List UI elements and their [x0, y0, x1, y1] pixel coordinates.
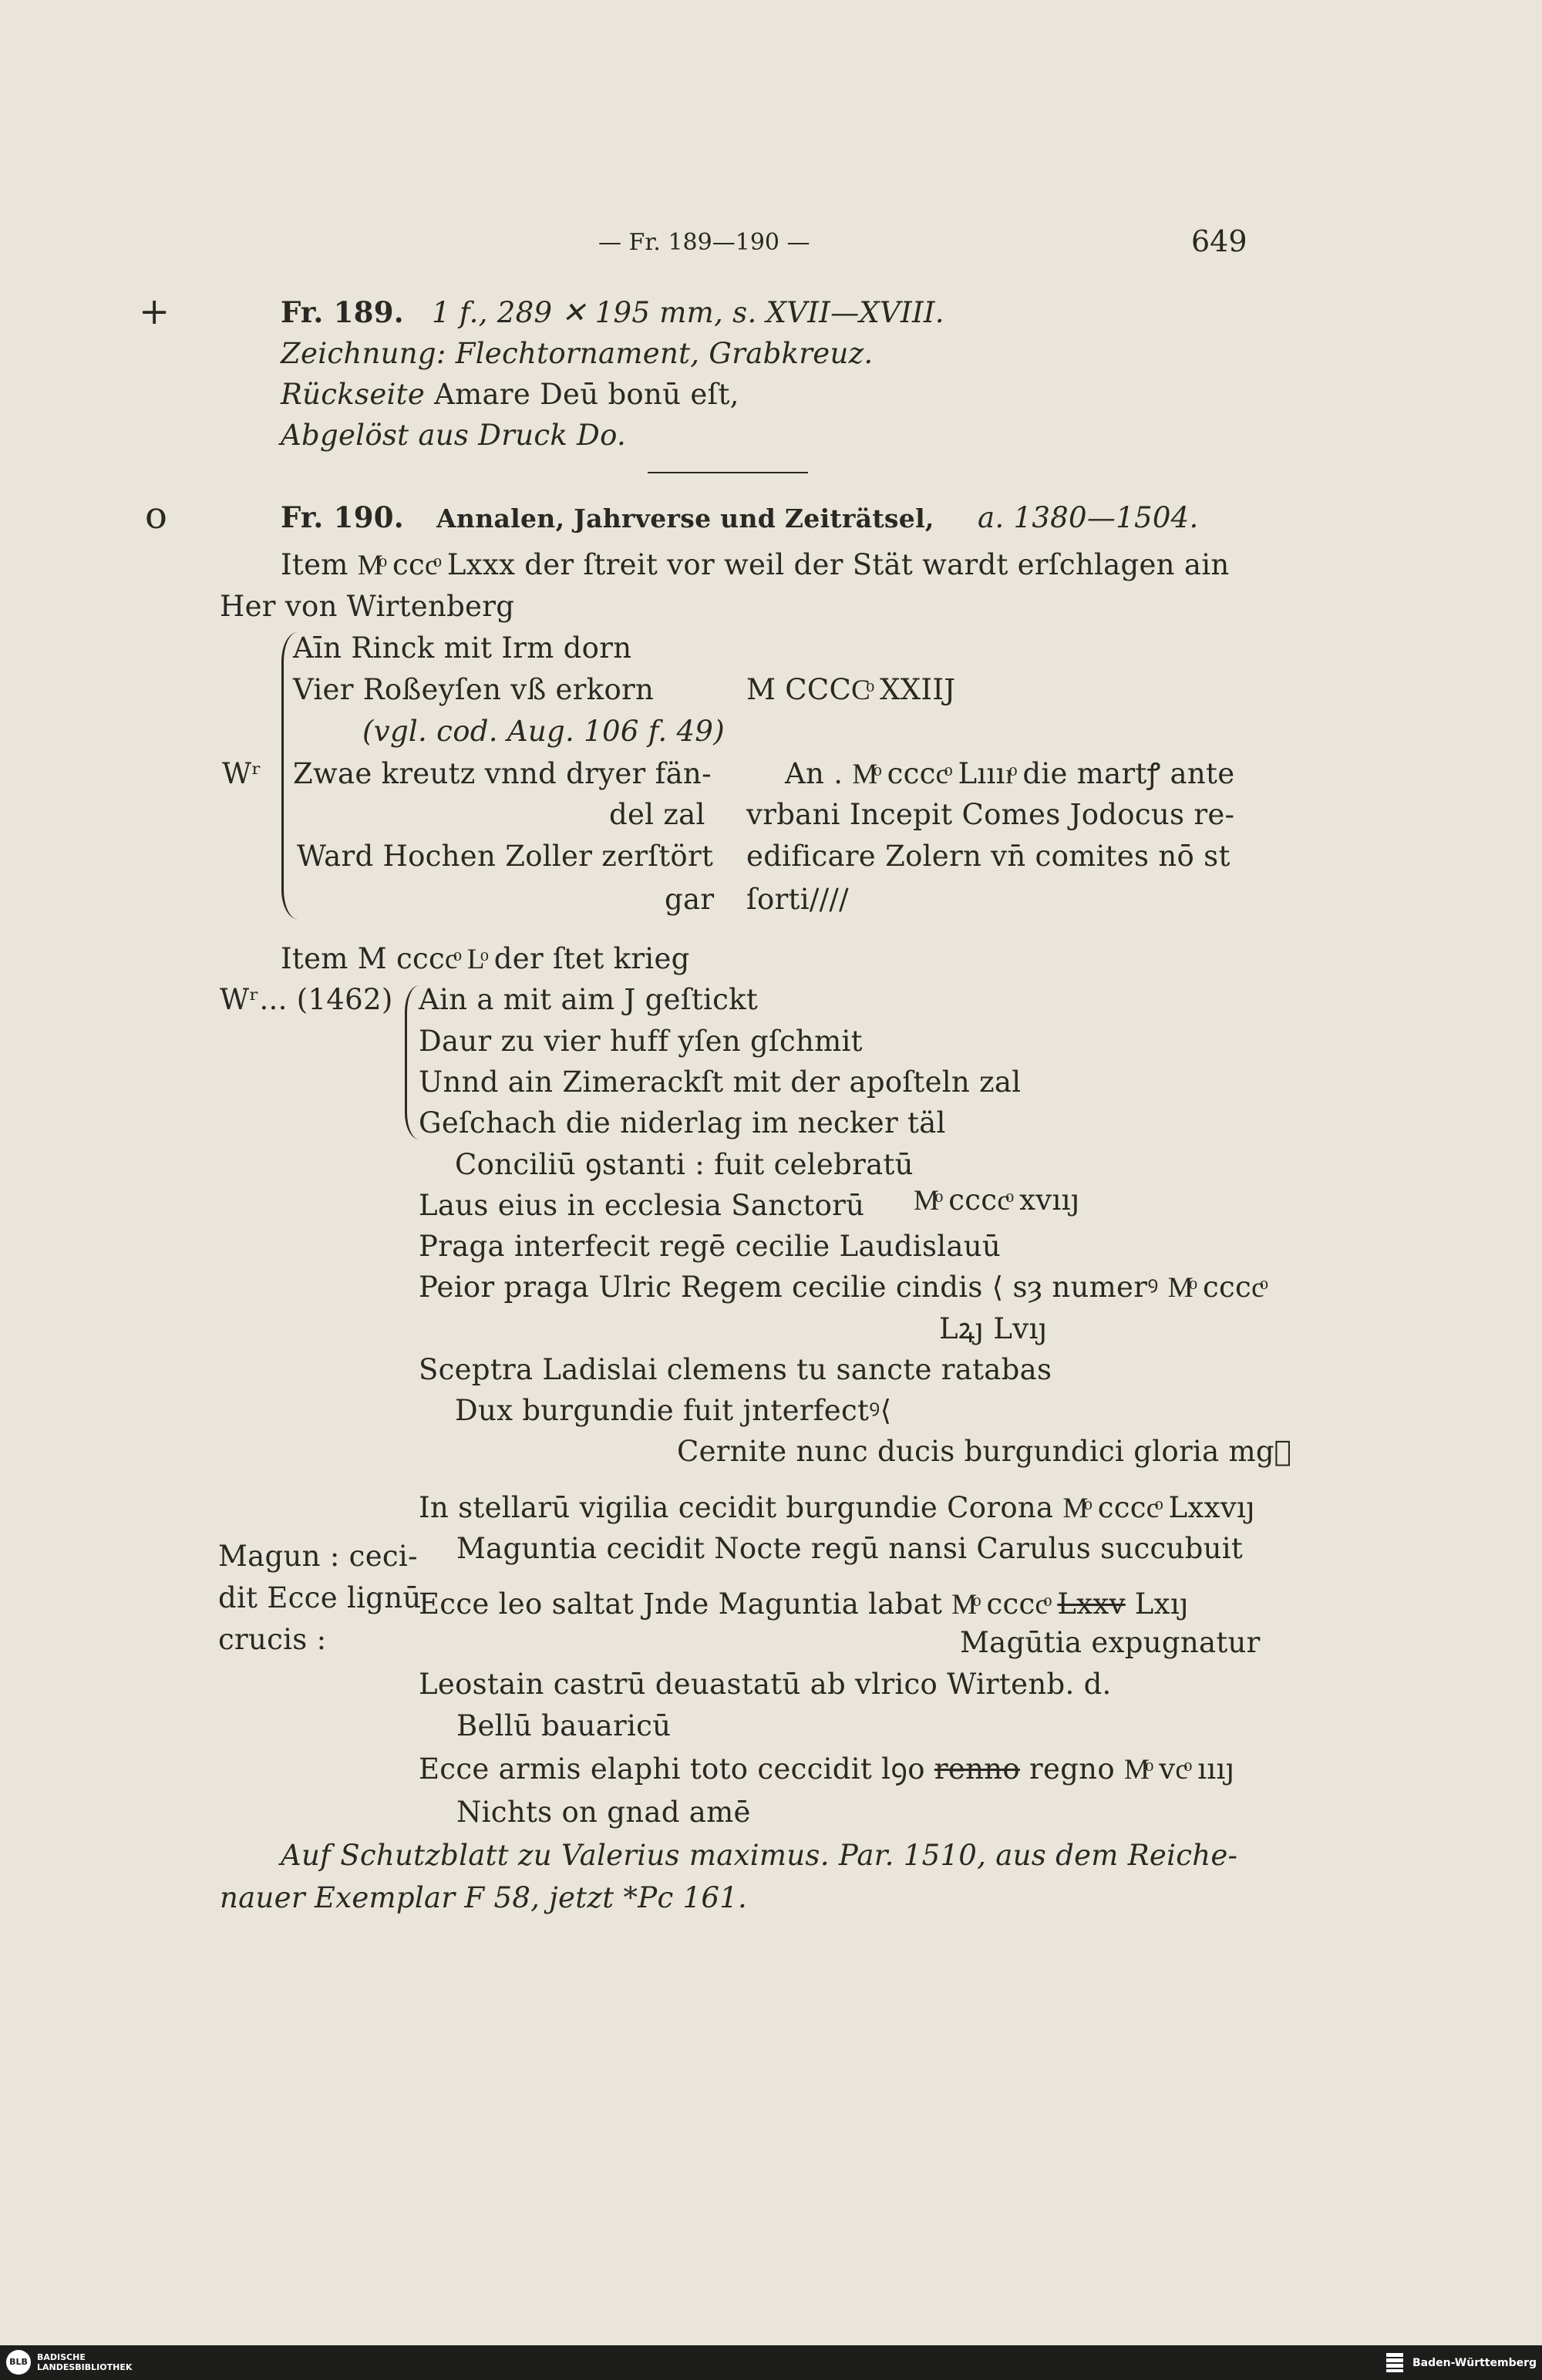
annal-line: Praga interfecit regē cecilie Laudislauū [419, 1230, 1001, 1263]
fr190-title: Fr. 190. [281, 500, 404, 534]
annal-line: Peior praga Ulric Regem cecilie cindis ⟨ sȝ numerꝰ Mͦ ccccͦ [419, 1271, 1264, 1304]
annal-line [419, 1587, 1189, 1621]
annal-line: Leostain castrū deuastatū ab vlrico Wirtenb. d. [419, 1668, 1112, 1701]
intro-line: Item Mͦ cccͦ Lxxx der ſtreit vor weil der Stät wardt erſchlagen ain [281, 548, 1230, 581]
annal-line: Magūtia expugnatur [960, 1626, 1261, 1659]
right-column-line: An . Mͦ ccccͦ Lııııͦ die martꝭ ante [785, 757, 1235, 790]
annal-date: Mͦ ccccͦ xvııȷ [914, 1183, 1080, 1217]
annal-line: Conciliū ꝯstanti : fuit celebratū [455, 1148, 914, 1181]
margin-note-line: dit Ecce lignū [218, 1581, 422, 1614]
verse-b-line: Ain a mit aim J geſtickt [419, 983, 759, 1016]
margin-note-line: crucis : [218, 1623, 327, 1656]
verse-a-line: Ward Hochen Zoller zerſtört [297, 840, 714, 873]
section-divider [648, 472, 808, 473]
verse-b-brace [405, 985, 419, 1140]
corrected-date: Lxıȷ [1134, 1587, 1189, 1621]
verse-a-line: Vier Roßeyſen vß erkorn [293, 673, 655, 706]
closing-note: nauer Exemplar F 58, jetzt *Pc 161. [220, 1881, 748, 1914]
footer-bar [0, 2345, 1542, 2380]
verse-a-line: del zal [609, 798, 705, 831]
item-line: Item M ccccͦ Lͦ der ſtet krieg [281, 942, 690, 975]
verse-a-line: Aīn Rinck mit Irm dorn [293, 631, 632, 665]
annal-line: Dux burgundie fuit jnterfectꝰ⟨ [455, 1394, 892, 1427]
annal-line: Maguntia cecidit Nocte regū nansi Carulus succubuit [456, 1532, 1244, 1565]
annal-date: Lꝝȷ Lvıȷ [939, 1312, 1048, 1345]
annal-line [419, 1752, 1235, 1786]
intro-line-2: Her von Wirtenberg [220, 590, 515, 623]
annal-text: Ecce leo saltat Jnde Maguntia labat Mͦ ccccͦ [419, 1587, 1049, 1621]
closing-note: Auf Schutzblatt zu Valerius maximus. Par. 1510, aus dem Reiche- [281, 1839, 1238, 1872]
struck-word: renno [934, 1752, 1020, 1786]
plus-marker: + [139, 290, 170, 333]
verse-b-line: Unnd ain Zimerackſt mit der apoſteln zal [419, 1065, 1022, 1099]
wr-label: Wʳ [222, 757, 262, 790]
verse-b-line: Daur zu vier huff yſen gſchmit [419, 1025, 863, 1058]
fr189-drawing-note: Zeichnung: Flechtornament, Grabkreuz. [281, 337, 874, 370]
annal-line: In stellarū vigilia cecidit burgundie Corona Mͦ ccccͦ Lxxvıȷ [419, 1491, 1255, 1524]
struck-date: Lxxv [1057, 1587, 1126, 1621]
library-name-line: LANDESBIBLIOTHEK [37, 2362, 133, 2372]
library-name-line: BADISCHE [37, 2352, 86, 2362]
circle-marker: o [145, 494, 167, 537]
right-column-line: M CCCCͦ XXIIJ [746, 673, 956, 706]
verse-b-line: Geſchach die niderlag im necker täl [419, 1106, 946, 1140]
annal-line: Bellū bauaricū [456, 1709, 672, 1742]
blb-logo: BLB [6, 2350, 31, 2375]
annal-line: Cernite nunc ducis burgundici gloria mgᷓ [677, 1435, 1292, 1468]
right-column-line: edificare Zolern vn̄ comites nō st [746, 840, 1231, 873]
annal-text: Ecce armis elaphi toto ceccidit lꝯo [419, 1752, 925, 1786]
fr189-title: Fr. 189. [281, 295, 404, 329]
fr190-date: a. 1380—1504. [978, 501, 1199, 534]
fr189-source-note: Abgelöst aus Druck Do. [281, 419, 627, 452]
state-coat-of-arms-icon [1383, 2351, 1406, 2373]
running-title: — Fr. 189—190 — [598, 229, 810, 256]
reverse-text: Amare Deū bonū eſt, [434, 378, 739, 411]
margin-note-line: Magun : ceci- [218, 1540, 418, 1573]
right-column-line: ſorti//// [746, 883, 849, 916]
annal-line: Laus eius in ecclesia Sanctorū [419, 1189, 865, 1222]
state-name: Baden-Württemberg [1412, 2357, 1537, 2369]
fr189-reverse-line [281, 380, 739, 409]
right-column-line: vrbani Incepit Comes Jodocus re- [746, 798, 1235, 831]
annal-text: regno Mͦ vcͦ ıııȷ [1029, 1752, 1235, 1786]
library-name [37, 2352, 132, 2372]
wr2-label: Wʳ... (1462) [220, 983, 393, 1016]
annal-line: Nichts on gnad amē [456, 1796, 751, 1829]
fr189-description: 1 f., 289 ✕ 195 mm, s. XVII—XVIII. [432, 296, 944, 329]
verse-a-line: Zwae kreutz vnnd dryer fän- [293, 757, 712, 790]
verse-a-line: gar [665, 883, 715, 916]
annal-line: Sceptra Ladislai clemens tu sancte ratabas [419, 1353, 1052, 1386]
page-number: 649 [1191, 224, 1247, 258]
verse-a-reference: (vgl. cod. Aug. 106 f. 49) [362, 715, 725, 748]
fr190-subtitle: Annalen, Jahrverse und Zeiträtsel, [436, 503, 934, 534]
rueckseite-label: Rückseite [281, 378, 426, 411]
